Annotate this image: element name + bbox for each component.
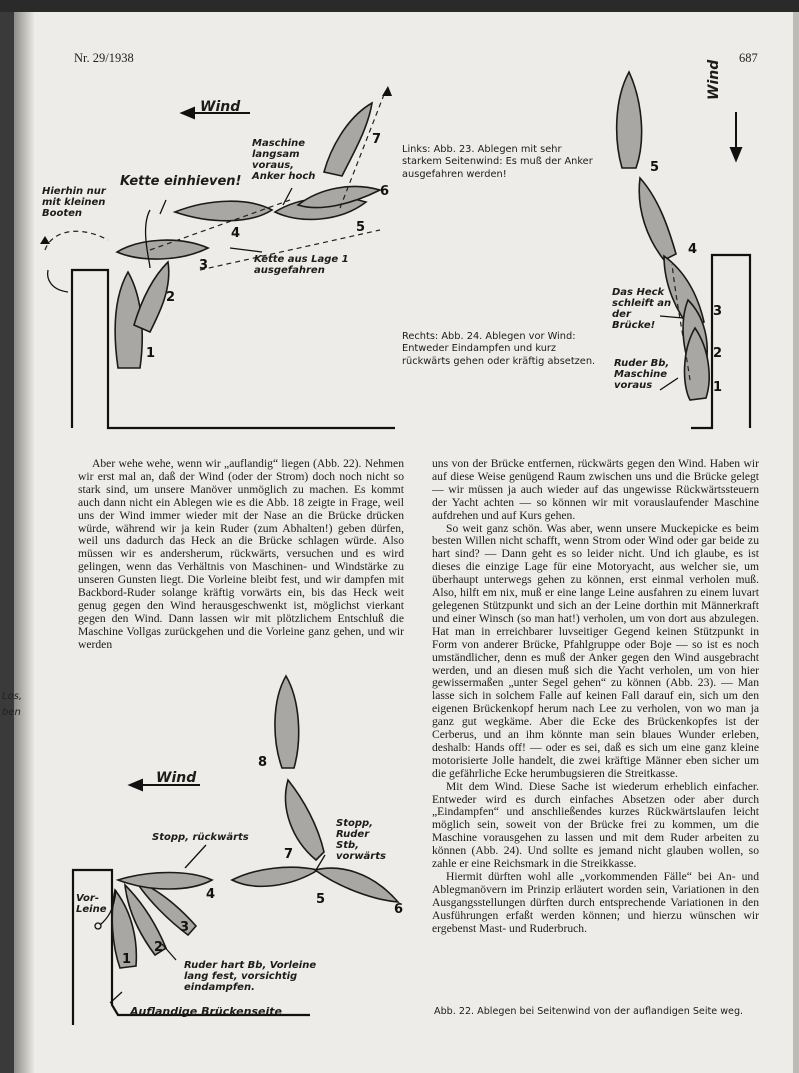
pos-6-fig23: 6 xyxy=(380,184,390,199)
pos-2-fig24: 2 xyxy=(713,346,723,361)
left-column-text xyxy=(78,458,404,652)
wind-label-fig23: Wind xyxy=(200,99,241,115)
pos-3-fig23: 3 xyxy=(199,258,209,273)
pos-2-fig23: 2 xyxy=(166,290,176,305)
pos-4-fig22: 4 xyxy=(206,887,216,902)
pos-5-fig24: 5 xyxy=(650,160,660,175)
annotation-stopp-ruder-stb: Stopp, Ruder Stb, vorwärts xyxy=(336,818,386,862)
paragraph: So weit ganz schön. Was aber, wenn unsere Muckepicke es beim besten Willen nicht schafft, wenn Strom oder Wind oder gar beide zu hart sind? — Dann geht es so leider nicht. Und ich glaube, es ist dieses die einzige Lage für eine Motoryacht, aus welcher sie, um überhaupt unterwegs gehen zu können, erst einmal verholen muß. Also, hilft em nix, muß er eine lange Leine ausfahren zu einem luvart gelegenen Stützpunkt und sich an der Leine dorthin mit Männerkraft und einer Winsch (so man hat!) verholen, um von dort aus abzulegen. Hat man in erreichbarer luvseitiger Gegend keinen Stützpunkt in Form von anderer Brücke, Pfahlgruppe oder Boje — so ist es noch umständlicher, denn es muß der Anker gegen den Wind ausgebracht werden, und an diesen muß sich die Yacht verholen, um von hier gewissermaßen „unter Segel gehen“ zu können (Abb. 23). — Man lasse sich in solchem Falle auf keinen Fall darauf ein, sich um den eigenen Brückenkopf herum nach Lee zu verholen, von wo man ja ganz gut wegkäme. Aber die Ecke des Brückenkopfes ist der Cerberus, und an ihm könnte man sein blaues Wunder erleben, deshalb: Hands off! — oder es sei, daß es sich um eine ganz kleine motorisierte Jolle handelt, die zwei kräftige Männer eben sicher um die gefährliche Ecke herumbugsieren die Streitkasse. xyxy=(432,521,759,780)
pos-1-fig24: 1 xyxy=(713,380,723,395)
caption-abb-23: Links: Abb. 23. Ablegen mit sehr starkem Seitenwind: Es muß der Anker ausgefahren werden! xyxy=(402,144,593,180)
pos-7-fig22: 7 xyxy=(284,847,294,862)
page-number: 687 xyxy=(739,51,758,65)
paragraph: uns von der Brücke entfernen, rückwärts gegen den Wind. Haben wir auf diese Weise genügend Raum zwischen uns und die Brücke gelegt — wir müssen ja auch wieder auf das ungewisse Rückwärtssteuern der Yacht achten — so können wir mit vorauslaufender Maschine aufdrehen und auf Kurs gehen. xyxy=(432,457,759,522)
paragraph: Aber wehe wehe, wenn wir „auflandig“ liegen (Abb. 22). Nehmen wir erst mal an, daß der Wind (oder der Strom) doch noch nicht so stark sind, um unsere Manöver unmöglich zu machen. Es kommt auch dann nicht ein Ablegen wie es die Abb. 18 zeigte in Frage, weil uns der Wind immer wieder mit der Nase an die Brücke drücken würde, während wir ja kein Ruder (zum Abhalten!) geben dürfen, weil uns dadurch das Heck an die Brücke schlagen würde. Also müssen wir es andersherum, rückwärts, versuchen und es wird gelingen, wenn das Verhältnis von Maschinen- und Windstärke zu unseren Gunsten liegt. Die Vorleine bleibt fest, und wir dampfen mit Backbord-Ruder solange kräftig vorwärts ein, bis das Heck weit genug gegen den Wind herausgeschwenkt ist, möglichst vierkant gegen den Wind. Dann lassen wir mit plötzlichem Entschluß die Maschine Vollgas zurückgehen und die Vorleine ganz gehen, und wir werden xyxy=(78,457,404,651)
margin-fragment-1: Los, xyxy=(2,691,23,702)
annotation-kette-aus: Kette aus Lage 1 ausgefahren xyxy=(254,254,349,276)
pos-4-fig24: 4 xyxy=(688,242,698,257)
pos-1-fig22: 1 xyxy=(122,952,132,967)
pos-8-fig22: 8 xyxy=(258,755,268,770)
margin-fragment-2: ben xyxy=(2,707,21,718)
annotation-kette-einhieven: Kette einhieven! xyxy=(120,174,242,189)
wind-label-fig24: Wind xyxy=(706,59,722,100)
pos-5-fig23: 5 xyxy=(356,220,366,235)
pos-4-fig23: 4 xyxy=(231,226,241,241)
annotation-auflandige-brueckenseite: Auflandige Brückenseite xyxy=(130,1005,282,1018)
pos-2-fig22: 2 xyxy=(154,940,164,955)
annotation-vorleine: Vor-Leine xyxy=(76,893,107,915)
pos-6-fig22: 6 xyxy=(394,902,404,917)
annotation-ruder-bb: Ruder Bb, Maschine voraus xyxy=(614,358,670,391)
pos-5-fig22: 5 xyxy=(316,892,326,907)
issue-number: Nr. 29/1938 xyxy=(74,51,134,65)
caption-abb-22: Abb. 22. Ablegen bei Seitenwind von der auflandigen Seite weg. xyxy=(434,1006,744,1017)
annotation-maschine: Maschine langsam voraus, Anker hoch xyxy=(252,138,316,182)
annotation-ruder-hart: Ruder hart Bb, Vorleine lang fest, vorsichtig eindampfen. xyxy=(184,960,317,993)
paragraph: Mit dem Wind. Diese Sache ist wiederum erheblich einfacher. Entweder wird es durch einfaches Absetzen oder aber durch „Eindampfen“ und anschließendes kurzes Rückwärtslaufen leicht möglich sein, soweit von der Brücke frei zu kommen, um die Maschine vorausgehen zu lassen und mit dem Ruder arbeiten zu können (Abb. 24). Und sollte es jemand nicht glauben wollen, so zahle er eine Reichsmark in die Streikkasse. xyxy=(432,779,759,871)
wind-label-fig22: Wind xyxy=(156,770,197,786)
pos-1-fig23: 1 xyxy=(146,346,156,361)
right-column-text xyxy=(432,458,759,936)
annotation-heck: Das Heck schleift an der Brücke! xyxy=(612,287,672,331)
pos-7-fig23: 7 xyxy=(372,132,382,147)
pos-3-fig22: 3 xyxy=(180,920,190,935)
pos-3-fig24: 3 xyxy=(713,304,723,319)
caption-abb-24: Rechts: Abb. 24. Ablegen vor Wind: Entweder Eindampfen und kurz rückwärts gehen oder kräftig absetzen. xyxy=(402,331,596,367)
annotation-hierhin: Hierhin nur mit kleinen Booten xyxy=(42,186,106,219)
annotation-stopp-rueckwaerts: Stopp, rückwärts xyxy=(152,832,249,843)
paragraph: Hiermit dürften wohl alle „vorkommenden Fälle“ bei An- und Ablegmanövern im Prinzip erläutert worden sein, Variationen in den Ausgangsstellungen dürften durch entsprechende Variationen in den Ausführungen erfaßt werden können; und hierzu wünschen wir ergebenst Mast- und Ruderbruch. xyxy=(432,870,759,935)
